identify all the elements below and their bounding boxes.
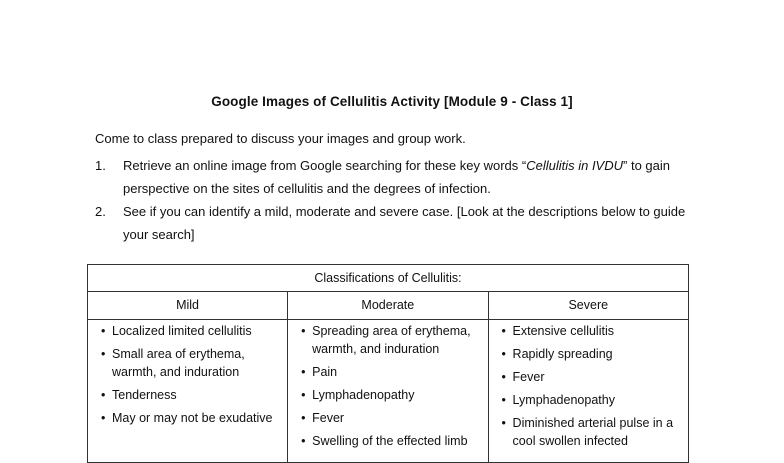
instruction-text: See if you can identify a mild, moderate and severe case. [Look at the descriptions below to guide your search] bbox=[123, 204, 686, 242]
column-header-moderate: Moderate bbox=[288, 292, 488, 320]
instruction-list bbox=[95, 154, 695, 246]
bullet-list bbox=[501, 322, 682, 450]
list-item: • Diminished arterial pulse in a cool swollen infected bbox=[501, 414, 682, 450]
column-moderate bbox=[288, 320, 488, 463]
list-item: • Small area of erythema, warmth, and induration bbox=[100, 345, 281, 381]
list-item: • Extensive cellulitis bbox=[501, 322, 682, 340]
intro-text: Come to class prepared to discuss your images and group work. bbox=[95, 131, 466, 146]
list-item: • Rapidly spreading bbox=[501, 345, 682, 363]
instruction-number: 2. bbox=[95, 204, 106, 219]
list-item: • Pain bbox=[300, 363, 481, 381]
list-item: • Lymphadenopathy bbox=[300, 386, 481, 404]
instruction-text: Retrieve an online image from Google searching for these key words “Cellulitis in IVDU” to gain perspective on the sites of cellulitis and the degrees of infection. bbox=[123, 158, 670, 196]
instruction-item-2 bbox=[95, 200, 695, 246]
instruction-number: 1. bbox=[95, 158, 106, 173]
list-item: • Swelling of the effected limb bbox=[300, 432, 481, 450]
instruction-item-1 bbox=[95, 154, 695, 200]
search-keywords: Cellulitis in IVDU bbox=[526, 158, 624, 173]
table-caption: Classifications of Cellulitis: bbox=[88, 265, 689, 292]
column-severe bbox=[488, 320, 688, 463]
list-item: • Localized limited cellulitis bbox=[100, 322, 281, 340]
column-mild bbox=[88, 320, 288, 463]
column-header-mild: Mild bbox=[88, 292, 288, 320]
list-item: • May or may not be exudative bbox=[100, 409, 281, 427]
list-item: • Spreading area of erythema, warmth, and induration bbox=[300, 322, 481, 358]
document-title: Google Images of Cellulitis Activity [Module 9 - Class 1] bbox=[211, 94, 573, 109]
list-item: • Fever bbox=[501, 368, 682, 386]
column-header-severe: Severe bbox=[488, 292, 688, 320]
bullet-list bbox=[300, 322, 481, 450]
list-item: • Tenderness bbox=[100, 386, 281, 404]
bullet-list bbox=[100, 322, 281, 427]
list-item: • Fever bbox=[300, 409, 481, 427]
list-item: • Lymphadenopathy bbox=[501, 391, 682, 409]
classification-table bbox=[87, 264, 689, 463]
